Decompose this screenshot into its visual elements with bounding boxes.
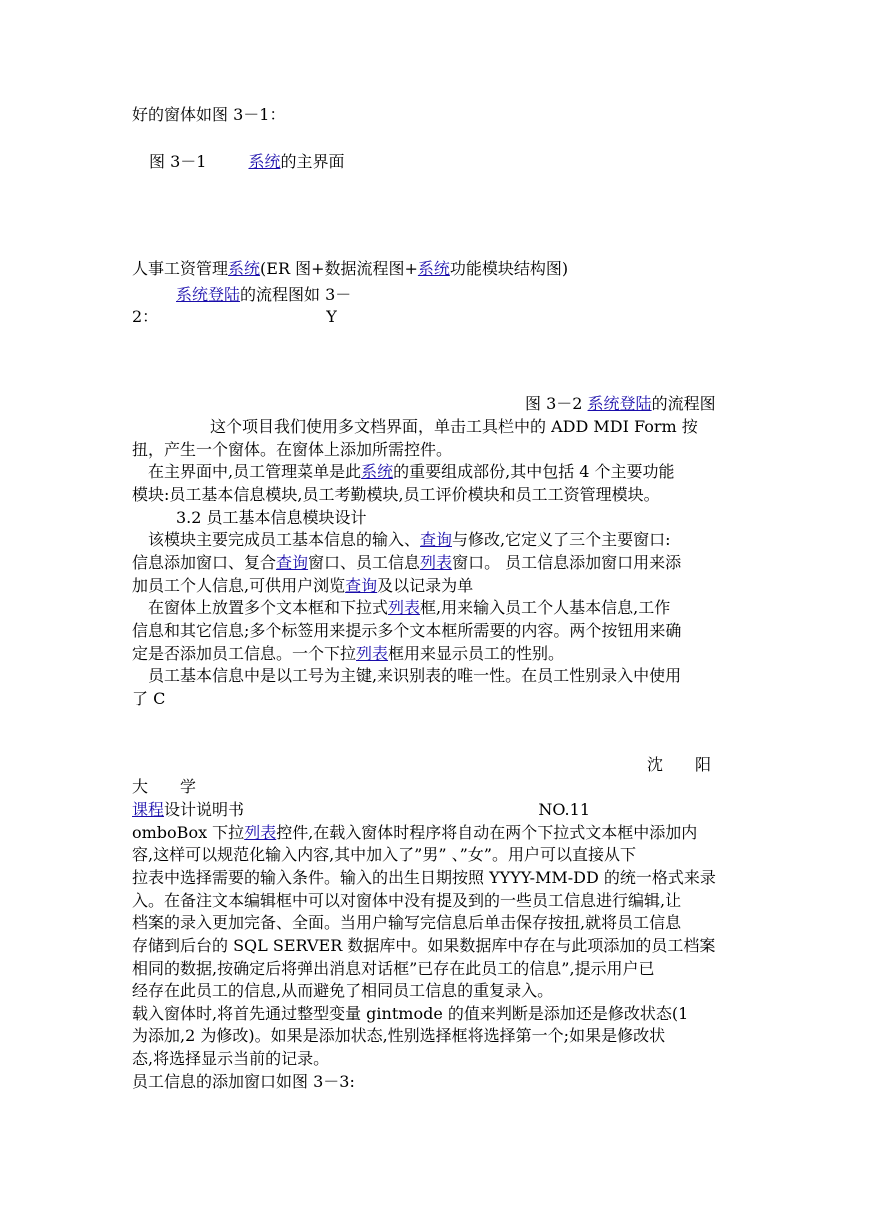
paragraph-line: 在主界面中,员工管理菜单是此系统的重要组成部份,其中包括 4 个主要功能 <box>148 462 675 481</box>
paragraph-line: 员工基本信息中是以工号为主键,来识别表的唯一性。在员工性别录入中使用 <box>148 666 682 685</box>
query-link[interactable]: 查询 <box>420 530 453 549</box>
paragraph-line: 信息和其它信息;多个标签用来提示多个文本框所需要的内容。两个按钮用来确 <box>132 621 682 640</box>
system-login-link[interactable]: 系统登陆 <box>176 285 241 304</box>
system-login-link[interactable]: 系统登陆 <box>587 394 652 413</box>
paragraph-line: 模块:员工基本信息模块,员工考勤模块,员工评价模块和员工工资管理模块。 <box>132 485 660 504</box>
paragraph-line: 扭，产生一个窗体。在窗体上添加所需控件。 <box>132 440 453 459</box>
paragraph-line: 该模块主要完成员工基本信息的输入、查询与修改,它定义了三个主要窗口: <box>148 530 671 549</box>
list-link[interactable]: 列表 <box>356 644 389 663</box>
page-header-university: 沈 阳 <box>647 755 712 774</box>
system-link[interactable]: 系统 <box>248 152 281 171</box>
paragraph-line: 档案的录入更加完备、全面。当用户输写完信息后单击保存按扭,就将员工信息 <box>132 913 682 932</box>
list-link[interactable]: 列表 <box>388 598 421 617</box>
paragraph-line: 相同的数据,按确定后将弹出消息对话框”已存在此员工的信息”,提示用户已 <box>132 959 655 978</box>
text-line: 2： Y <box>132 307 337 326</box>
paragraph-line: 了 C <box>132 689 166 708</box>
paragraph-line: 在窗体上放置多个文本框和下拉式列表框,用来输入员工个人基本信息,工作 <box>148 598 671 617</box>
paragraph-line: 态,将选择显示当前的记录。 <box>132 1049 330 1068</box>
system-link[interactable]: 系统 <box>228 259 261 278</box>
paragraph-line: 经存在此员工的信息,从而避免了相同员工信息的重复录入。 <box>132 981 554 1000</box>
list-link[interactable]: 列表 <box>420 553 453 572</box>
text-line: 系统登陆的流程图如 3－ <box>176 285 352 304</box>
paragraph-line: 信息添加窗口、复合查询窗口、员工信息列表窗口。 员工信息添加窗口用来添 <box>132 553 682 572</box>
paragraph-line: 载入窗体时,将首先通过整型变量 gintmode 的值来判断是添加还是修改状态(1 <box>132 1004 689 1023</box>
page-number: NO.11 <box>538 800 590 819</box>
system-link[interactable]: 系统 <box>361 462 394 481</box>
paragraph-line: 入。在备注文本编辑框中可以对窗体中没有提及到的一些员工信息进行编辑,让 <box>132 891 682 910</box>
paragraph-line: 定是否添加员工信息。一个下拉列表框用来显示员工的性别。 <box>132 644 565 663</box>
figure-caption: 图 3－2 系统登陆的流程图 <box>525 394 716 413</box>
query-link[interactable]: 查询 <box>276 553 309 572</box>
paragraph-line: 为添加,2 为修改)。如果是添加状态,性别选择框将选择第一个;如果是修改状 <box>132 1026 666 1045</box>
course-link[interactable]: 课程 <box>132 800 165 819</box>
page-header-university: 大 学 <box>132 777 197 796</box>
section-heading: 3.2 员工基本信息模块设计 <box>176 508 367 527</box>
page-header: 课程设计说明书 NO.11 <box>132 800 590 819</box>
paragraph-line: 拉表中选择需要的输入条件。输入的出生日期按照 YYYY-MM-DD 的统一格式来录 <box>132 868 716 887</box>
paragraph-line: 容,这样可以规范化输入内容,其中加入了”男” 、”女”。用户可以直接从下 <box>132 845 636 864</box>
system-link[interactable]: 系统 <box>417 259 450 278</box>
section-title: 人事工资管理系统(ER 图+数据流程图+系统功能模块结构图) <box>132 259 569 278</box>
paragraph-line: 这个项目我们使用多文档界面，单击工具栏中的 ADD MDI Form 按 <box>210 417 698 436</box>
figure-caption: 图 3－1 系统的主界面 <box>149 152 345 171</box>
text-line: 好的窗体如图 3－1： <box>132 105 286 124</box>
list-link[interactable]: 列表 <box>244 823 277 842</box>
paragraph-line: omboBox 下拉列表控件,在载入窗体时程序将自动在两个下拉式文本框中添加内 <box>132 823 698 842</box>
paragraph-line: 加员工个人信息,可供用户浏览查询及以记录为单 <box>132 576 474 595</box>
paragraph-line: 员工信息的添加窗口如图 3－3: <box>132 1072 355 1091</box>
paragraph-line: 存储到后台的 SQL SERVER 数据库中。如果数据库中存在与此项添加的员工档案 <box>132 936 716 955</box>
query-link[interactable]: 查询 <box>345 576 378 595</box>
